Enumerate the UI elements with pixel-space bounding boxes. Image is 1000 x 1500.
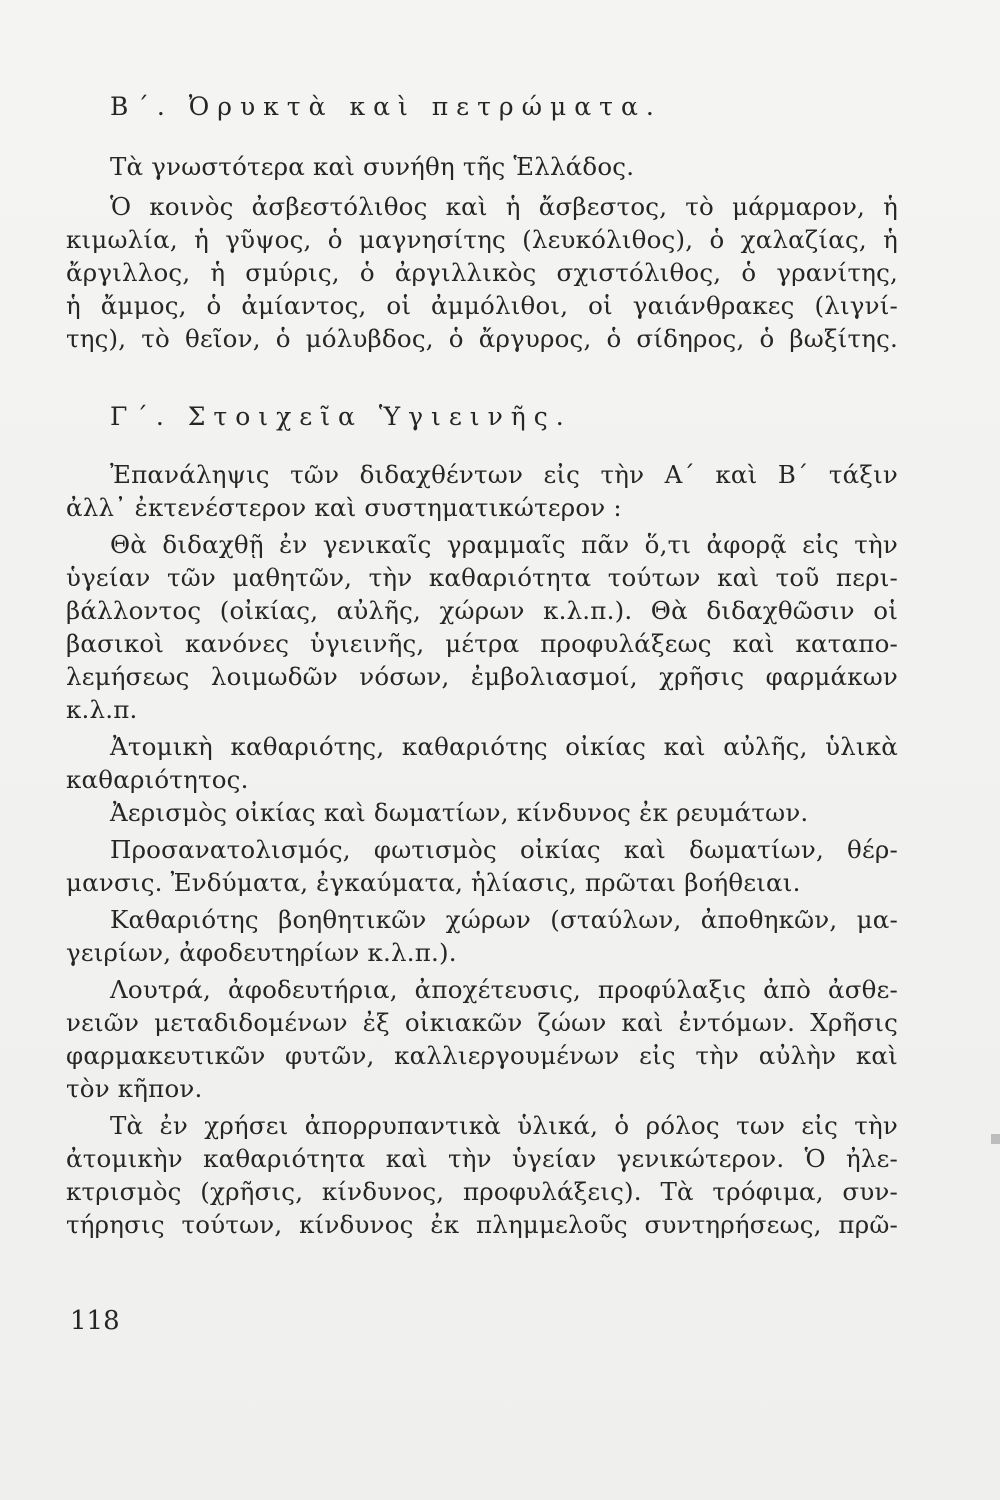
paragraph-line: γειρίων, ἀφοδευτηρίων κ.λ.π.).: [66, 938, 457, 967]
paragraph-line: βασικοὶ κανόνες ὑγιεινῆς, μέτρα προφυλάξεως καὶ καταπο-: [66, 629, 898, 658]
section-b-paragraph: [66, 190, 898, 355]
paragraph-line: ἡ ἄμμος, ὁ ἀμίαντος, οἱ ἀμμόλιθοι, οἱ γαιάνθρακες (λιγνί-: [66, 291, 898, 320]
paragraph-line: ἀτομικὴν καθαριότητα καὶ τὴν ὑγείαν γενικώτερον. Ὁ ἠλε-: [66, 1144, 898, 1173]
paragraph-line: Καθαριότης βοηθητικῶν χώρων (σταύλων, ἀποθηκῶν, μα-: [110, 905, 898, 934]
paragraph-line: Ὁ κοινὸς ἀσβεστόλιθος καὶ ἡ ἄσβεστος, τὸ μάρμαρον, ἡ: [110, 192, 898, 221]
paragraph-line: καθαριότητος.: [66, 765, 249, 794]
paragraph-line: ἄργιλλος, ἡ σμύρις, ὁ ἀργιλλικὸς σχιστόλιθος, ὁ γρανίτης,: [66, 258, 898, 287]
paragraph-line: Ἀερισμὸς οἰκίας καὶ δωματίων, κίνδυνος ἐκ ρευμάτων.: [110, 798, 809, 827]
paragraph-line: κιμωλία, ἡ γῦψος, ὁ μαγνησίτης (λευκόλιθος), ὁ χαλαζίας, ἡ: [66, 225, 898, 254]
paragraph-line: τὸν κῆπον.: [66, 1074, 203, 1103]
paragraph-line: Λουτρά, ἀφοδευτήρια, ἀποχέτευσις, προφύλαξις ἀπὸ ἀσθε-: [110, 975, 898, 1004]
paragraph-line: Τὰ ἐν χρήσει ἀπορρυπαντικὰ ὑλικά, ὁ ρόλος των εἰς τὴν: [110, 1111, 898, 1140]
paragraph-line: φαρμακευτικῶν φυτῶν, καλλιεργουμένων εἰς τὴν αὐλὴν καὶ: [66, 1041, 898, 1070]
section-c-heading: Γ΄. Στοιχεῖα Ὑγιεινῆς.: [110, 402, 572, 431]
paragraph-line: της), τὸ θεῖον, ὁ μόλυβδος, ὁ ἄργυρος, ὁ σίδηρος, ὁ βωξίτης.: [66, 324, 898, 353]
paragraph-line: κτρισμὸς (χρῆσις, κίνδυνος, προφυλάξεις). Τὰ τρόφιμα, συν-: [66, 1177, 898, 1206]
paragraph-line: Ἀτομικὴ καθαριότης, καθαριότης οἰκίας καὶ αὐλῆς, ὑλικὰ: [110, 732, 898, 761]
paragraph-line: Ἐπανάληψις τῶν διδαχθέντων εἰς τὴν Α΄ καὶ Β΄ τάξιν: [110, 460, 898, 489]
paragraph-line: νειῶν μεταδιδομένων ἐξ οἰκιακῶν ζώων καὶ ἐντόμων. Χρῆσις: [66, 1008, 898, 1037]
paragraph-line: βάλλοντος (οἰκίας, αὐλῆς, χώρων κ.λ.π.). Θὰ διδαχθῶσιν οἱ: [66, 596, 898, 625]
section-c-body: [66, 458, 898, 1241]
paragraph-line: Προσανατολισμός, φωτισμὸς οἰκίας καὶ δωματίων, θέρ-: [110, 835, 898, 864]
section-b-subheading: Τὰ γνωστότερα καὶ συνήθη τῆς Ἑλλάδος.: [110, 152, 635, 181]
paragraph-line: ἀλλ᾽ ἐκτενέστερον καὶ συστηματικώτερον :: [66, 493, 622, 522]
paragraph-line: τήρησις τούτων, κίνδυνος ἐκ πλημμελοῦς συντηρήσεως, πρῶ-: [66, 1210, 898, 1239]
paragraph-line: κ.λ.π.: [66, 695, 138, 724]
paragraph-line: ὑγείαν τῶν μαθητῶν, τὴν καθαριότητα τούτων καὶ τοῦ περι-: [66, 563, 898, 592]
page-number: 118: [70, 1306, 120, 1336]
paragraph-line: μανσις. Ἐνδύματα, ἐγκαύματα, ἡλίασις, πρῶται βοήθειαι.: [66, 868, 801, 897]
paragraph-line: Θὰ διδαχθῇ ἐν γενικαῖς γραμμαῖς πᾶν ὅ,τι ἀφορᾷ εἰς τὴν: [110, 530, 898, 559]
edge-mark: [991, 1134, 1000, 1144]
section-b-heading: Β΄. Ὀρυκτὰ καὶ πετρώματα.: [110, 92, 662, 121]
paragraph-line: λεμήσεως λοιμωδῶν νόσων, ἐμβολιασμοί, χρῆσις φαρμάκων: [66, 662, 898, 691]
